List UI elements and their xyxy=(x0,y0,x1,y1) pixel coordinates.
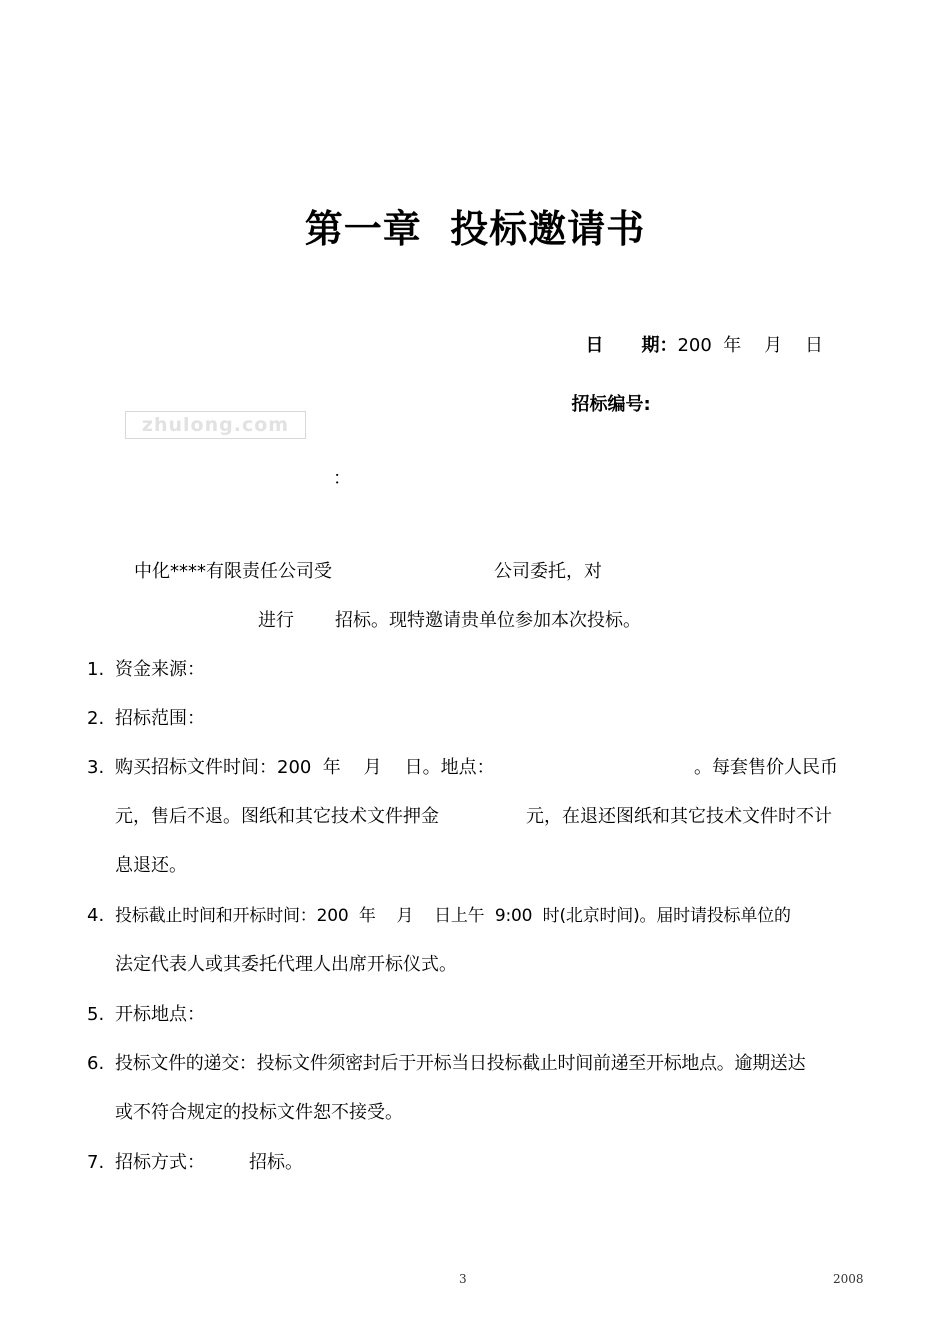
item-3-line-3: 息退还。 xyxy=(115,855,187,876)
item-3-number: 3. xyxy=(87,757,105,778)
item-3-line-1a: 购买招标文件时间：200 年 月 日。地点： xyxy=(115,757,495,778)
intro-line-2a: 进行 xyxy=(258,610,294,631)
footer-year: 2008 xyxy=(833,1272,864,1286)
addressee-colon: ： xyxy=(333,468,351,489)
item-1-text: 资金来源： xyxy=(115,659,205,680)
intro-line-1a: 中化****有限责任公司受 xyxy=(134,561,332,582)
page-title: 第一章 投标邀请书 xyxy=(304,207,646,251)
date-label-a: 日 xyxy=(585,335,604,356)
date-label-b: 期 xyxy=(641,335,660,356)
item-6-line-2: 或不符合规定的投标文件恕不接受。 xyxy=(115,1102,403,1123)
item-2-text: 招标范围： xyxy=(115,708,205,729)
item-7-line-1a: 招标方式： xyxy=(115,1152,205,1173)
item-5-number: 5. xyxy=(87,1004,105,1025)
date-line xyxy=(574,310,823,357)
page-number: 3 xyxy=(459,1272,467,1286)
item-7-number: 7. xyxy=(87,1152,105,1173)
item-4-number: 4. xyxy=(87,905,105,926)
bid-number-label: 招标编号: xyxy=(571,394,651,415)
bid-number-line xyxy=(560,369,651,416)
item-4-line-1: 投标截止时间和开标时间：200 年 月 日上午 9:00 时(北京时间)。届时请投标单位的 xyxy=(115,906,791,926)
watermark-logo: zhulong.com xyxy=(125,411,306,439)
item-3-line-1b: 。每套售价人民币 xyxy=(694,757,838,778)
item-5-text: 开标地点： xyxy=(115,1004,205,1025)
item-4-line-2: 法定代表人或其委托代理人出席开标仪式。 xyxy=(115,954,457,975)
date-colon: ： xyxy=(659,335,678,356)
item-6-number: 6. xyxy=(87,1053,105,1074)
item-3-line-2a: 元，售后不退。图纸和其它技术文件押金 xyxy=(115,806,439,827)
intro-line-2b: 招标。现特邀请贵单位参加本次投标。 xyxy=(335,610,641,631)
intro-line-1b: 公司委托，对 xyxy=(494,561,602,582)
item-3-line-2b: 元，在退还图纸和其它技术文件时不计 xyxy=(526,806,832,827)
item-7-line-1b: 招标。 xyxy=(249,1152,303,1173)
item-6-line-1: 投标文件的递交：投标文件须密封后于开标当日投标截止时间前递至开标地点。逾期送达 xyxy=(115,1053,806,1074)
item-2-number: 2. xyxy=(87,708,105,729)
date-value: 200 年 月 日 xyxy=(677,335,824,356)
item-1-number: 1. xyxy=(87,659,105,680)
